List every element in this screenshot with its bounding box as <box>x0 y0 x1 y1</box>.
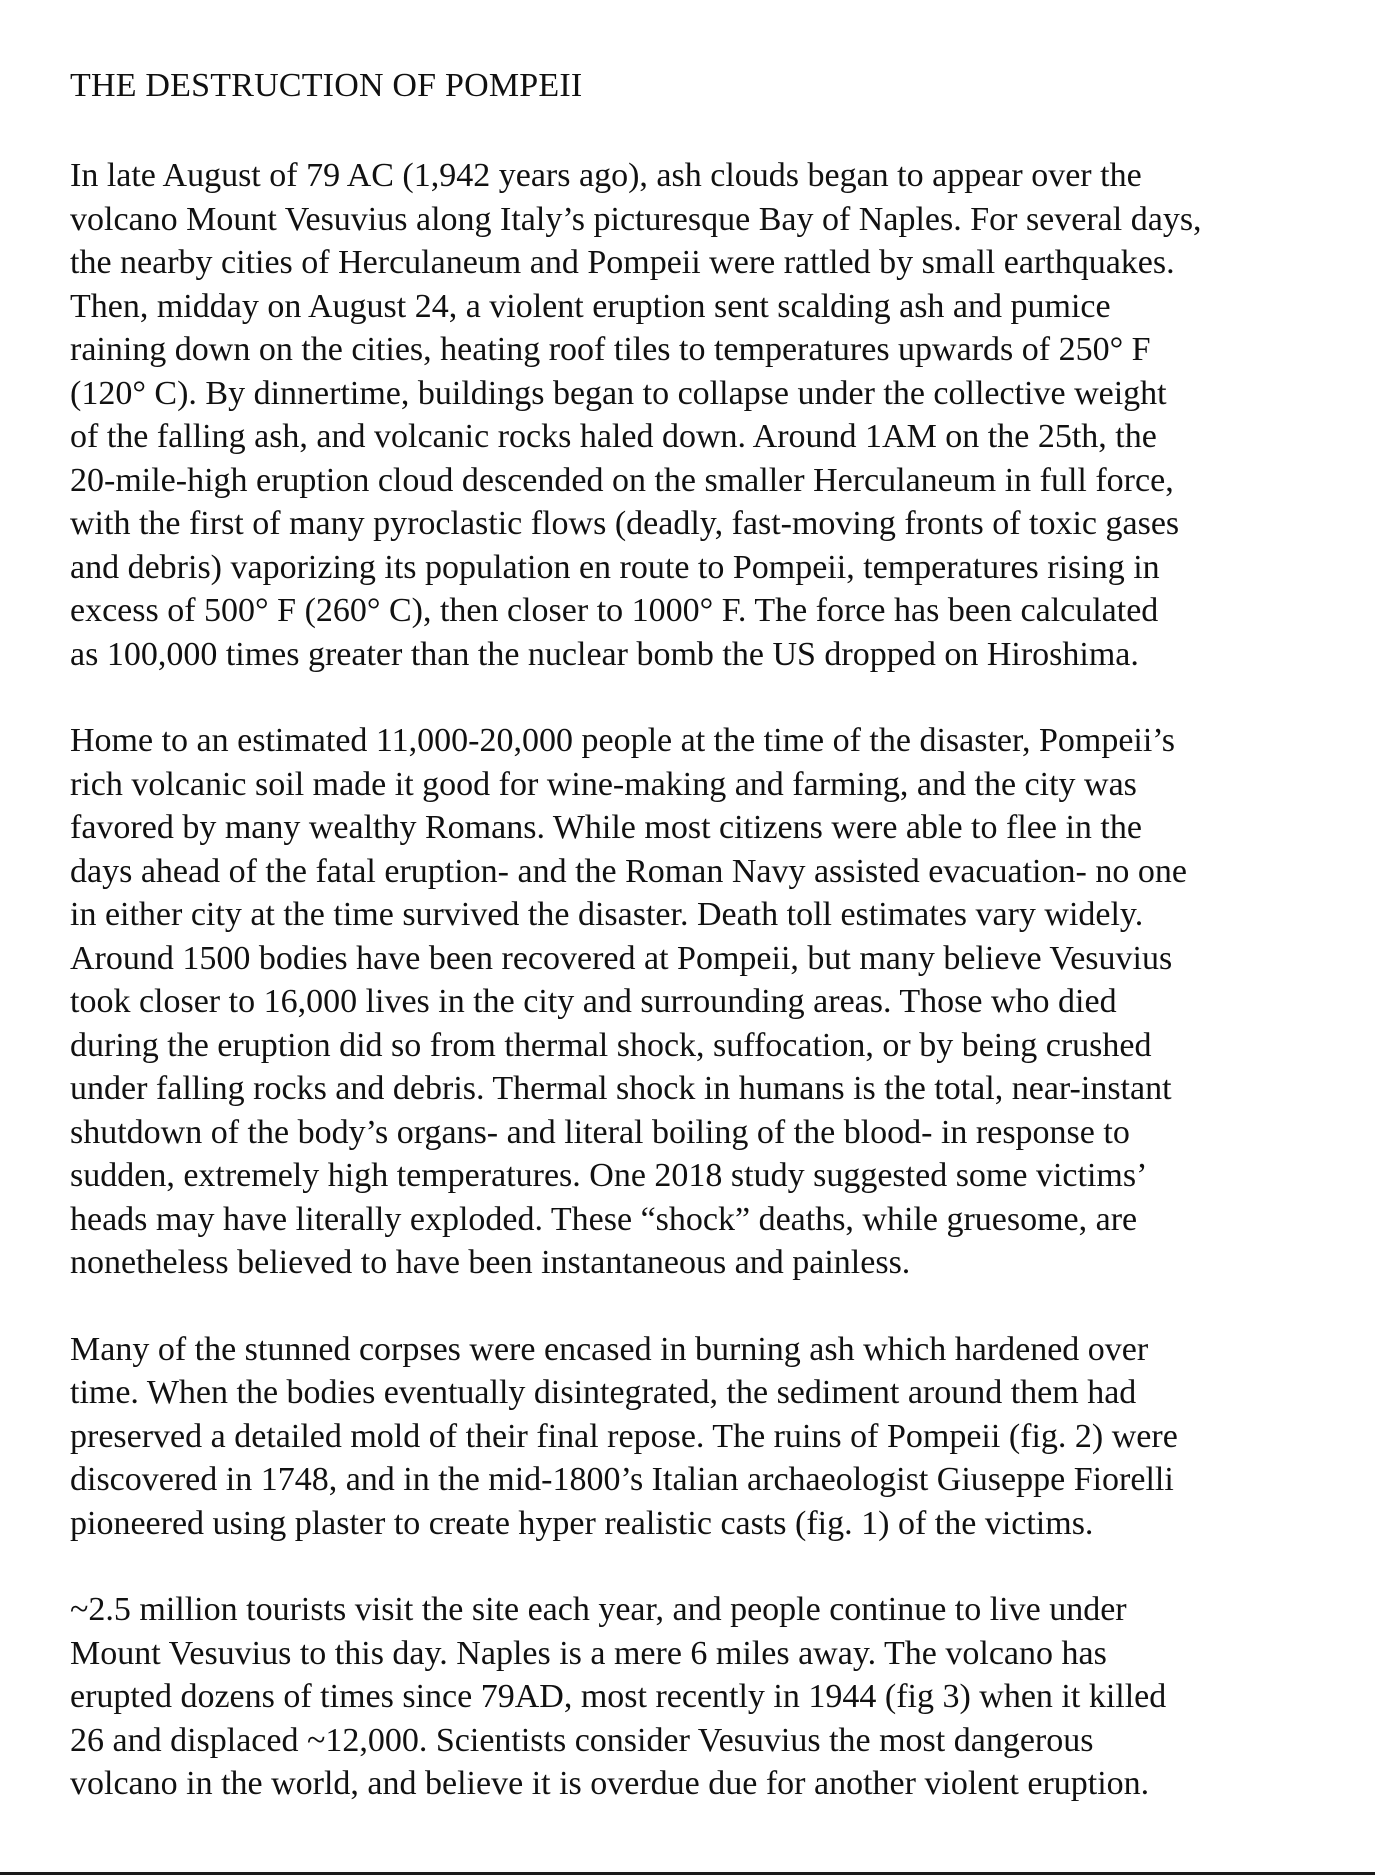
text-line: In late August of 79 AC (1,942 years ago), ash clouds began to appear over the <box>70 157 1142 194</box>
text-line: rich volcanic soil made it good for wine-making and farming, and the city was <box>70 765 1137 803</box>
text-line: of the falling ash, and volcanic rocks haled down. Around 1AM on the 25th, the <box>70 418 1157 455</box>
text-line: excess of 500° F (260° C), then closer to 1000° F. The force has been calculated <box>70 592 1159 629</box>
text-line: 20-mile-high eruption cloud descended on the smaller Herculaneum in full force, <box>70 461 1174 499</box>
paragraph-3 <box>70 1328 1310 1546</box>
text-line: took closer to 16,000 lives in the city and surrounding areas. Those who died <box>70 983 1117 1020</box>
text-line: volcano in the world, and believe it is overdue due for another violent eruption. <box>70 1765 1150 1802</box>
text-line: sudden, extremely high temperatures. One 2018 study suggested some victims’ <box>70 1157 1148 1194</box>
text-line: Many of the stunned corpses were encased in burning ash which hardened over <box>70 1330 1149 1368</box>
text-line: Then, midday on August 24, a violent eruption sent scalding ash and pumice <box>70 287 1111 325</box>
text-line: preserved a detailed mold of their final repose. The ruins of Pompeii (fig. 2) were <box>70 1417 1178 1455</box>
text-line: erupted dozens of times since 79AD, most recently in 1944 (fig 3) when it killed <box>70 1678 1167 1715</box>
text-line: under falling rocks and debris. Thermal shock in humans is the total, near-instant <box>70 1070 1172 1107</box>
text-line: the nearby cities of Herculaneum and Pompeii were rattled by small earthquakes. <box>70 244 1175 281</box>
text-line: volcano Mount Vesuvius along Italy’s picturesque Bay of Naples. For several days, <box>70 200 1202 238</box>
text-line: time. When the bodies eventually disintegrated, the sediment around them had <box>70 1374 1137 1411</box>
text-line: in either city at the time survived the disaster. Death toll estimates vary widely. <box>70 896 1144 933</box>
text-line: Around 1500 bodies have been recovered at Pompeii, but many believe Vesuvius <box>70 939 1173 977</box>
paragraph-1 <box>70 154 1310 676</box>
text-line: Mount Vesuvius to this day. Naples is a mere 6 miles away. The volcano has <box>70 1634 1107 1672</box>
document-body <box>70 62 1310 1849</box>
text-line: and debris) vaporizing its population en route to Pompeii, temperatures rising in <box>70 548 1160 586</box>
text-line: as 100,000 times greater than the nuclear bomb the US dropped on Hiroshima. <box>70 635 1139 673</box>
paragraph-4 <box>70 1588 1310 1806</box>
text-line: raining down on the cities, heating roof tiles to temperatures upwards of 250° F <box>70 331 1151 368</box>
paragraph-2 <box>70 719 1310 1285</box>
text-line: (120° C). By dinnertime, buildings began to collapse under the collective weight <box>70 374 1167 412</box>
text-line: ~2.5 million tourists visit the site each year, and people continue to live under <box>70 1591 1127 1628</box>
text-line: pioneered using plaster to create hyper realistic casts (fig. 1) of the victims. <box>70 1504 1094 1542</box>
text-line: during the eruption did so from thermal shock, suffocation, or by being crushed <box>70 1026 1152 1064</box>
text-line: favored by many wealthy Romans. While most citizens were able to flee in the <box>70 809 1142 846</box>
text-line: heads may have literally exploded. These “shock” deaths, while gruesome, are <box>70 1200 1138 1238</box>
text-line: shutdown of the body’s organs- and literal boiling of the blood- in response to <box>70 1113 1130 1151</box>
text-line: discovered in 1748, and in the mid-1800’s Italian archaeologist Giuseppe Fiorelli <box>70 1461 1174 1498</box>
text-line: 26 and displaced ~12,000. Scientists consider Vesuvius the most dangerous <box>70 1721 1094 1759</box>
text-line: Home to an estimated 11,000-20,000 people at the time of the disaster, Pompeii’s <box>70 722 1175 759</box>
document-title: THE DESTRUCTION OF POMPEII <box>70 67 583 104</box>
text-line: nonetheless believed to have been instantaneous and painless. <box>70 1244 911 1281</box>
text-line: days ahead of the fatal eruption- and the Roman Navy assisted evacuation- no one <box>70 852 1187 890</box>
text-line: with the first of many pyroclastic flows (deadly, fast-moving fronts of toxic gases <box>70 505 1180 542</box>
